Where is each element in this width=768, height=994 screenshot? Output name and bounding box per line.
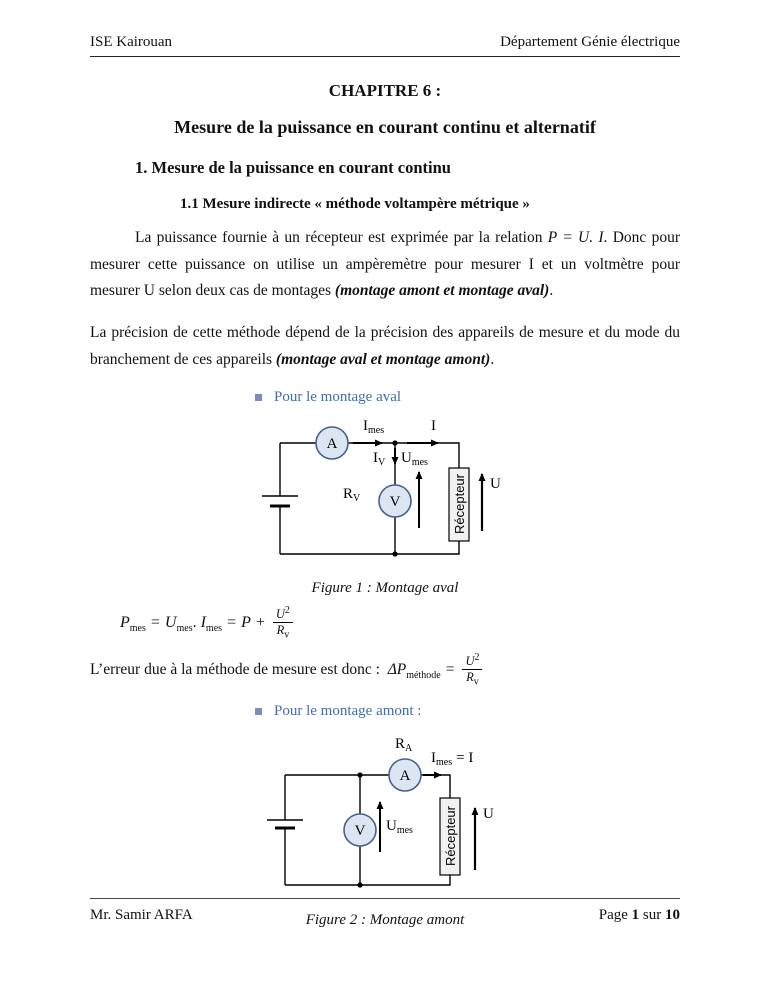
paragraph-1-text-a: La puissance fournie à un récepteur est exprimée par la relation bbox=[135, 229, 548, 246]
error-delta-p: ΔP bbox=[387, 660, 407, 678]
label-u: U bbox=[490, 476, 501, 493]
label-iv: $I_V$ bbox=[373, 450, 386, 469]
paragraph-1-emphasis: (montage amont et montage aval) bbox=[334, 282, 550, 300]
footer-page-number: 1 bbox=[631, 907, 640, 923]
fraction-u2-rv bbox=[273, 605, 293, 642]
voltmeter-letter: V bbox=[389, 494, 401, 511]
error-delta-sub: méthode bbox=[406, 669, 441, 681]
document-title: Mesure de la puissance en courant continu et alternatif bbox=[174, 117, 596, 137]
ammeter-letter: A bbox=[326, 436, 338, 453]
label-imes: $I_{mes}$ bbox=[363, 418, 385, 437]
error-fraction-numerator: $U^2$ bbox=[462, 652, 482, 670]
formula-p: P bbox=[241, 614, 251, 632]
wire-bottom bbox=[285, 875, 450, 885]
footer-author: Mr. Samir ARFA bbox=[90, 907, 193, 923]
paragraph-1-text-b: . Donc pour mesurer cette puissance on utilise un ampèremètre pour mesurer I et un voltmètre pour mesurer U selon deux cas de montages bbox=[90, 229, 680, 300]
label-ra: $R_A$ bbox=[395, 735, 413, 754]
paragraph-2-end: . bbox=[490, 351, 495, 369]
subsection-heading: 1.1 Mesure indirecte « méthode voltampère métrique » bbox=[180, 196, 530, 212]
paragraph-1-end: . bbox=[549, 282, 554, 300]
wire-top bbox=[280, 443, 459, 468]
formula-u-sub: mes bbox=[176, 623, 193, 635]
fraction-denominator: $R_v$ bbox=[276, 623, 290, 641]
formula-i-sub: mes bbox=[205, 623, 223, 635]
label-u: U bbox=[483, 805, 494, 822]
label-i: I bbox=[431, 418, 436, 435]
ammeter-letter: A bbox=[399, 767, 411, 784]
footer-page-sep: sur bbox=[642, 907, 662, 923]
bullet-montage-aval bbox=[255, 389, 680, 406]
figure2-caption: Figure 2 : Montage amont bbox=[305, 911, 465, 928]
header-left-text: ISE Kairouan bbox=[90, 34, 173, 50]
figure1-circuit-diagram bbox=[235, 416, 535, 576]
section-heading: 1. Mesure de la puissance en courant continu bbox=[135, 158, 451, 177]
node-bottom-dot bbox=[392, 552, 397, 557]
formula-lhs: P bbox=[120, 614, 130, 632]
figure1-caption: Figure 1 : Montage aval bbox=[311, 580, 459, 597]
footer-page-total: 10 bbox=[665, 907, 680, 923]
receptor-label: Récepteur bbox=[443, 805, 458, 866]
fraction-numerator: $U^2$ bbox=[273, 605, 293, 623]
paragraph-2 bbox=[90, 320, 680, 373]
paragraph-2-emphasis: (montage aval et montage amont) bbox=[275, 351, 491, 369]
error-eq: = bbox=[445, 660, 455, 678]
header-right-text: Département Génie électrique bbox=[500, 34, 680, 50]
paragraph-1 bbox=[90, 225, 680, 305]
formula-pmes bbox=[120, 605, 680, 642]
formula-lhs-sub: mes bbox=[129, 623, 146, 635]
error-statement bbox=[90, 652, 680, 689]
footer-page-indicator bbox=[599, 907, 680, 924]
receptor-label: Récepteur bbox=[452, 474, 467, 535]
error-text: L’erreur due à la méthode de mesure est donc : bbox=[90, 660, 380, 678]
node-top-dot bbox=[392, 441, 397, 446]
label-imes-eq-i: $I_{mes} = I$ bbox=[431, 749, 474, 768]
paragraph-1-inline-math: P = U. I bbox=[547, 229, 604, 246]
voltmeter-letter: V bbox=[354, 822, 366, 839]
paragraph-2-text-a: La précision de cette méthode dépend de la précision des appareils de mesure et du mode du branchement de ces appareils bbox=[90, 324, 680, 369]
error-fraction-u2-rv bbox=[462, 652, 482, 689]
formula-plus: + bbox=[255, 614, 265, 632]
bullet-aval-label: Pour le montage aval bbox=[274, 389, 402, 406]
figure2-circuit-diagram bbox=[235, 730, 535, 908]
battery-icon bbox=[262, 496, 298, 506]
footer-page-word: Page bbox=[598, 907, 628, 923]
label-umes: $U_{mes}$ bbox=[386, 817, 413, 836]
battery-icon bbox=[267, 820, 303, 828]
page-footer bbox=[90, 898, 680, 924]
error-fraction-denominator: $R_v$ bbox=[466, 670, 479, 688]
formula-u: U bbox=[164, 614, 177, 632]
chapter-heading: CHAPITRE 6 : bbox=[328, 81, 442, 100]
formula-eq2: = bbox=[227, 614, 237, 632]
bullet-amont-label: Pour le montage amont : bbox=[274, 702, 422, 719]
formula-i: I bbox=[200, 614, 206, 632]
label-umes: $U_{mes}$ bbox=[401, 450, 428, 469]
bullet-square-icon bbox=[255, 394, 262, 401]
formula-eq1: = bbox=[150, 614, 160, 632]
circuit-wires bbox=[280, 443, 459, 554]
node-bottom-dot bbox=[357, 882, 362, 887]
node-top-dot bbox=[357, 772, 362, 777]
label-rv: $R_V$ bbox=[343, 486, 361, 505]
wire-top bbox=[285, 775, 450, 798]
formula-dot: . bbox=[192, 614, 197, 632]
wire-bottom bbox=[280, 541, 459, 554]
document-header bbox=[90, 34, 680, 57]
bullet-montage-amont bbox=[255, 703, 680, 720]
bullet-square-icon bbox=[255, 708, 262, 715]
